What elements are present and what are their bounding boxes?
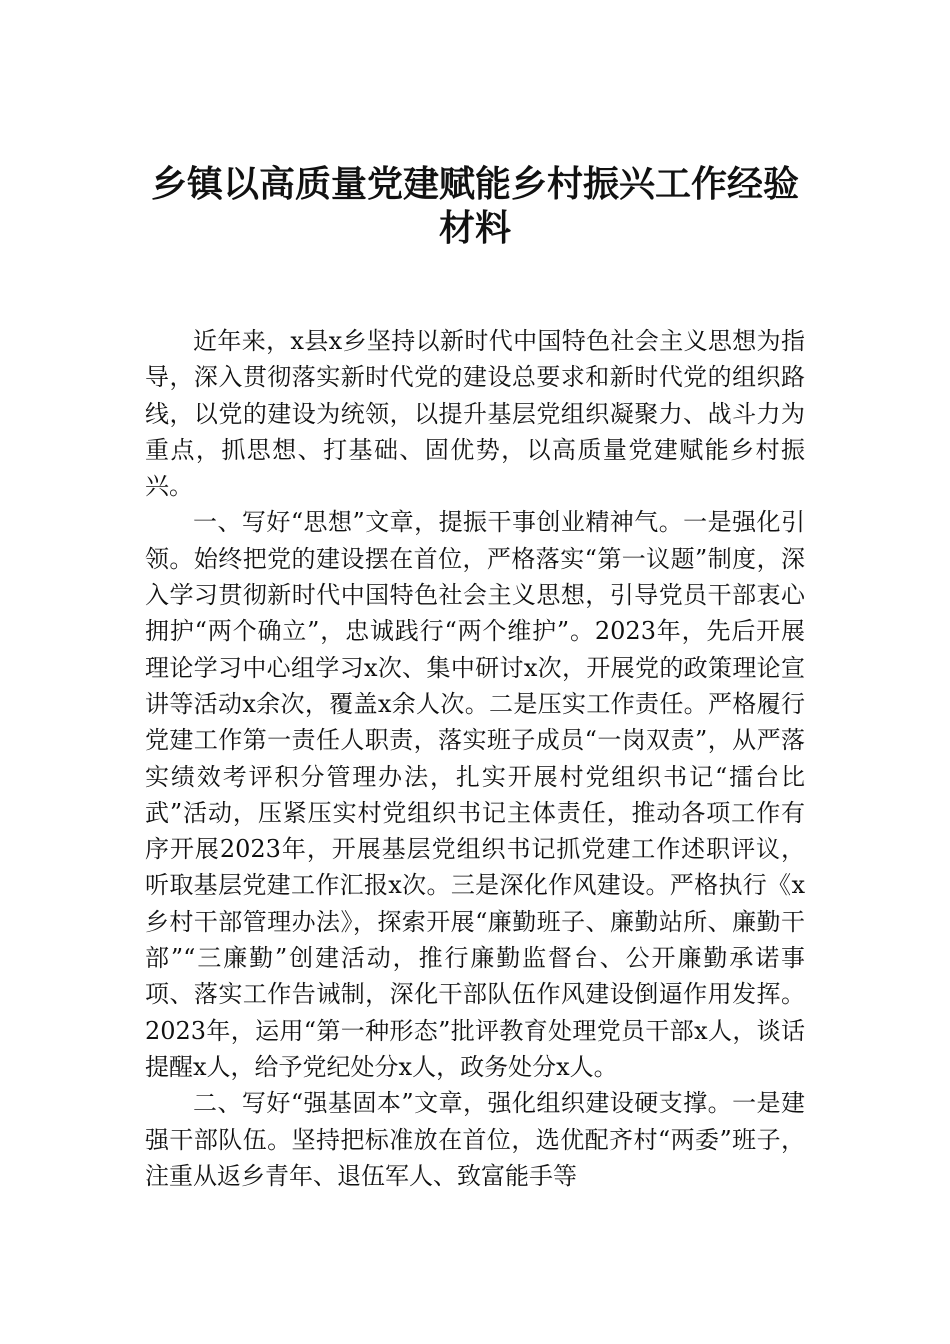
document-body — [145, 323, 805, 1194]
paragraph-section-2: 二、写好“强基固本”文章，强化组织建设硬支撑。一是建强干部队伍。坚持把标准放在首位，选优配齐村“两委”班子，注重从返乡青年、退伍军人、致富能手等 — [145, 1089, 805, 1190]
document-title-line-1: 乡镇以高质量党建赋能乡村振兴工作经验 — [150, 163, 799, 205]
paragraph-intro: 近年来，x县x乡坚持以新时代中国特色社会主义思想为指导，深入贯彻落实新时代党的建设总要求和新时代党的组织路线，以党的建设为统领，以提升基层党组织凝聚力、战斗力为重点，抓思想、打基础、固优势，以高质量党建赋能乡村振兴。 — [145, 327, 805, 501]
paragraph-section-1: 一、写好“思想”文章，提振干事创业精神气。一是强化引领。始终把党的建设摆在首位，严格落实“第一议题”制度，深入学习贯彻新时代中国特色社会主义思想，引导党员干部衷心拥护“两个确立”，忠诚践行“两个维护”。2023年，先后开展理论学习中心组学习x次、集中研讨x次，开展党的政策理论宣讲等活动x余次，覆盖x余人次。二是压实工作责任。严格履行党建工作第一责任人职责，落实班子成员“一岗双责”，从严落实绩效考评积分管理办法，扎实开展村党组织书记“擂台比武”活动，压紧压实村党组织书记主体责任，推动各项工作有序开展2023年，开展基层党组织书记抓党建工作述职评议，听取基层党建工作汇报x次。三是深化作风建设。严格执行《x乡村干部管理办法》，探索开展“廉勤班子、廉勤站所、廉勤干部”“三廉勤”创建活动，推行廉勤监督台、公开廉勤承诺事项、落实工作告诫制，深化干部队伍作风建设倒逼作用发挥。2023年，运用“第一种形态”批评教育处理党员干部x人，谈话提醒x人，给予党纪处分x人，政务处分x人。 — [145, 508, 805, 1081]
document-title-line-2: 材料 — [438, 207, 511, 249]
